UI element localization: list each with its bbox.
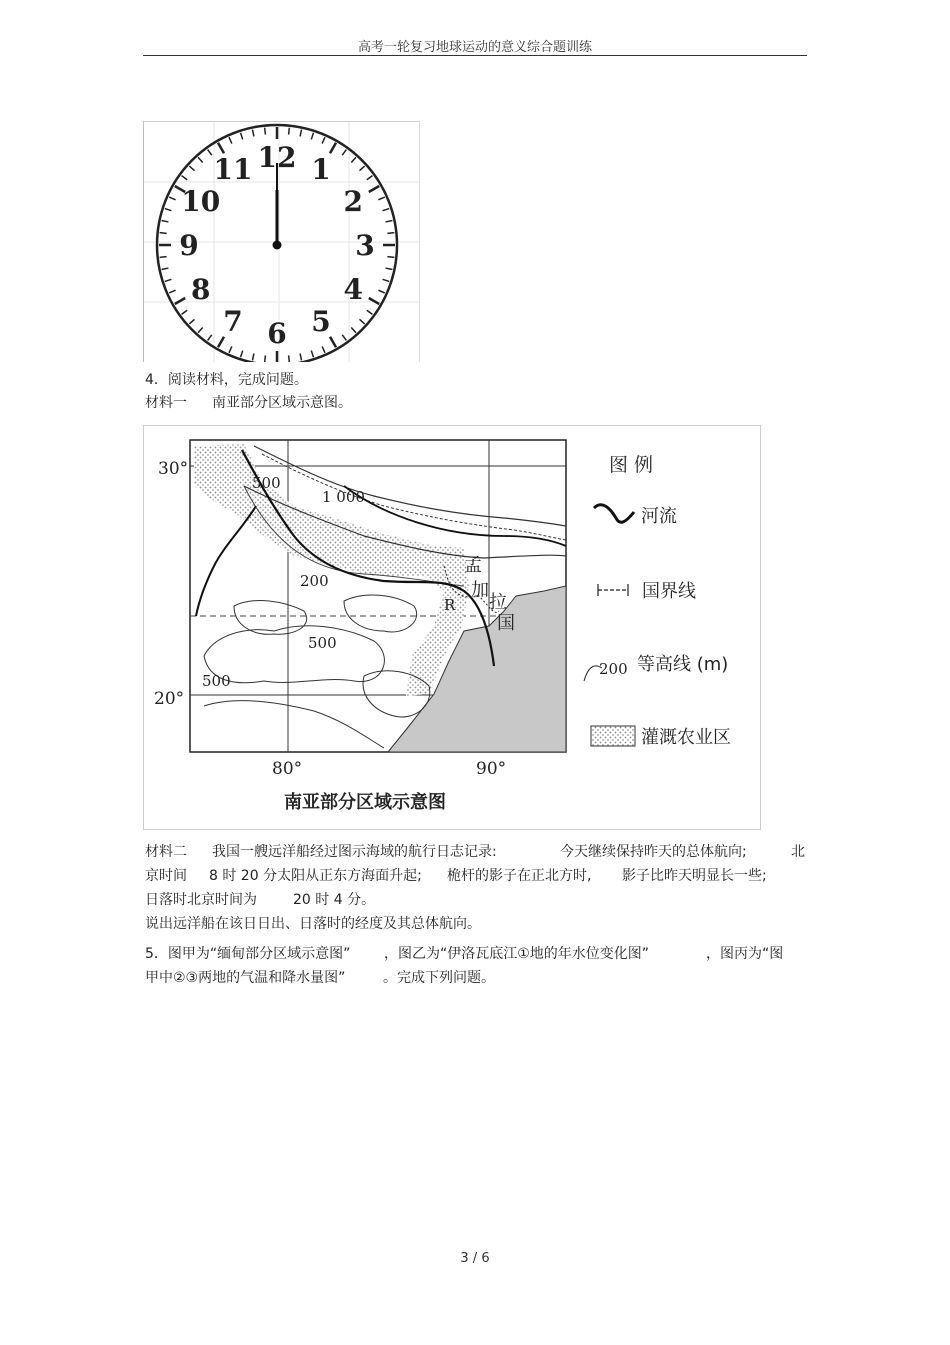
clock-tick (369, 298, 379, 304)
clock-tick (208, 335, 212, 341)
clock-tick (386, 220, 393, 221)
lat-label-20: 20° (154, 689, 185, 709)
contour-label-500-b: 500 (308, 634, 337, 652)
q5-line2-a: 甲中②③两地的气温和降水量图” (145, 970, 346, 986)
clock-numeral: 1 (311, 152, 331, 186)
clock-tick (378, 290, 384, 293)
material2-line3-b: 20 时 4 分。 (293, 892, 376, 908)
page-header: 高考一轮复习地球运动的意义综合题训练 (357, 40, 592, 55)
legend-contour-label: 等高线 (m) (637, 654, 729, 675)
place-jia: 加 (471, 580, 489, 601)
contour-label-1000: 1 000 (322, 488, 365, 506)
clock-tick (241, 133, 243, 140)
map-caption: 南亚部分区域示意图 (284, 792, 446, 813)
clock-tick (160, 233, 167, 234)
clock-tick (182, 310, 188, 314)
clock-tick (169, 197, 175, 200)
q5-line1-c: ，图丙为“图 (706, 946, 784, 962)
clock-tick (378, 197, 384, 200)
clock-numeral: 2 (343, 185, 363, 218)
clock-tick (165, 209, 172, 211)
q5-line1-a: 5．图甲为“缅甸部分区域示意图” (145, 946, 351, 962)
material2-line2-a: 京时间 (145, 868, 187, 884)
clock-tick (160, 257, 167, 258)
clock-tick (229, 346, 232, 352)
clock-tick (218, 143, 224, 153)
clock-numeral: 6 (267, 317, 287, 350)
clock-tick (162, 268, 169, 269)
clock-tick (351, 157, 356, 162)
clock-tick (198, 327, 203, 332)
clock-tick (208, 150, 212, 156)
clock-tick (165, 279, 172, 281)
clock-tick (189, 166, 194, 171)
clock-tick (386, 268, 393, 269)
south-asia-map-figure (143, 425, 761, 830)
material2-line1-c: 北 (791, 844, 805, 860)
material2-line1-a: 我国一艘远洋船经过图示海域的航行日志记录: (212, 844, 497, 860)
material2-line3-a: 日落时北京时间为 (145, 892, 257, 908)
clock-tick (322, 137, 325, 143)
clock-tick (311, 133, 313, 140)
place-guo: 国 (497, 613, 515, 634)
clock-tick (265, 128, 266, 135)
clock-numeral: 8 (191, 273, 211, 306)
contour-label-500-c: 500 (202, 672, 231, 690)
legend-title: 图 例 (609, 454, 654, 476)
clock-tick (252, 130, 253, 137)
material1-text: 南亚部分区域示意图。 (212, 395, 352, 411)
clock-numeral: 4 (343, 273, 363, 306)
legend-border-label: 国界线 (642, 581, 696, 602)
material2-question: 说出远洋船在该日日出、日落时的经度及其总体航向。 (145, 916, 481, 932)
clock-tick (387, 233, 394, 234)
clock-tick (351, 327, 356, 332)
clock-tick (229, 137, 232, 143)
clock-tick (330, 337, 336, 347)
material2-line2-b: 8 时 20 分太阳从正东方海面升起; (209, 868, 422, 884)
place-meng: 孟 (464, 555, 482, 576)
material1-label: 材料一 (145, 395, 187, 411)
lon-label-80: 80° (272, 759, 303, 779)
material2-line2-c: 桅杆的影子在正北方时, (447, 868, 592, 884)
material2-label: 材料二 (145, 844, 187, 860)
q5-line1-b: ，图乙为“伊洛瓦底江①地的年水位变化图” (384, 946, 650, 962)
contour-label-500-a: 500 (252, 474, 281, 492)
south-asia-map (144, 426, 760, 829)
clock-tick (289, 355, 290, 362)
clock-tick (383, 279, 390, 281)
clock-numeral: 5 (311, 305, 331, 339)
clock-tick (330, 143, 336, 153)
clock-numeral: 11 (213, 152, 253, 186)
material2-line2-d: 影子比昨天明显长一些; (622, 868, 767, 884)
legend-irrigation-label: 灌溉农业区 (641, 727, 731, 748)
clock-face (144, 122, 419, 362)
legend-contour-value: 200 (599, 660, 628, 678)
clock-numeral: 9 (179, 229, 199, 262)
clock-tick (369, 186, 379, 192)
clock-tick (252, 354, 253, 361)
clock-tick (342, 335, 346, 341)
clock-tick (300, 354, 301, 361)
clock-tick (218, 337, 224, 347)
clock-tick (311, 351, 313, 358)
clock-tick (289, 128, 290, 135)
clock-tick (387, 257, 394, 258)
page-number: 3 / 6 (460, 1251, 490, 1266)
clock-tick (198, 157, 203, 162)
clock-tick (322, 346, 325, 352)
point-r-label: R (444, 596, 456, 614)
material2-line1-b: 今天继续保持昨天的总体航向; (560, 844, 747, 860)
clock-numeral: 7 (223, 305, 243, 339)
legend-irrigation-symbol (591, 726, 635, 746)
clock-tick (342, 150, 346, 156)
lon-label-90: 90° (476, 759, 507, 779)
clock-tick (383, 209, 390, 211)
legend-river-label: 河流 (641, 506, 677, 527)
clock-tick (162, 220, 169, 221)
clock-tick (169, 290, 175, 293)
clock-tick (359, 166, 364, 171)
clock-numeral: 3 (355, 229, 375, 262)
clock-tick (265, 355, 266, 362)
clock-tick (175, 298, 185, 304)
clock-tick (182, 176, 188, 180)
clock-tick (359, 319, 364, 324)
q4-intro: 4．阅读材料，完成问题。 (145, 372, 308, 388)
clock-tick (367, 310, 373, 314)
contour-label-200: 200 (300, 572, 329, 590)
clock-numeral: 12 (257, 141, 297, 174)
clock-tick (241, 351, 243, 358)
clock-center (273, 241, 282, 250)
lat-label-30: 30° (158, 459, 189, 479)
clock-tick (300, 130, 301, 137)
header-rule (143, 55, 807, 56)
place-la: 拉 (489, 592, 507, 613)
clock-figure (143, 121, 420, 362)
clock-numeral: 10 (181, 185, 221, 218)
clock-tick (189, 319, 194, 324)
q5-line2-b: 。完成下列问题。 (383, 970, 495, 986)
legend-river-symbol (594, 505, 634, 523)
clock-tick (367, 176, 373, 180)
